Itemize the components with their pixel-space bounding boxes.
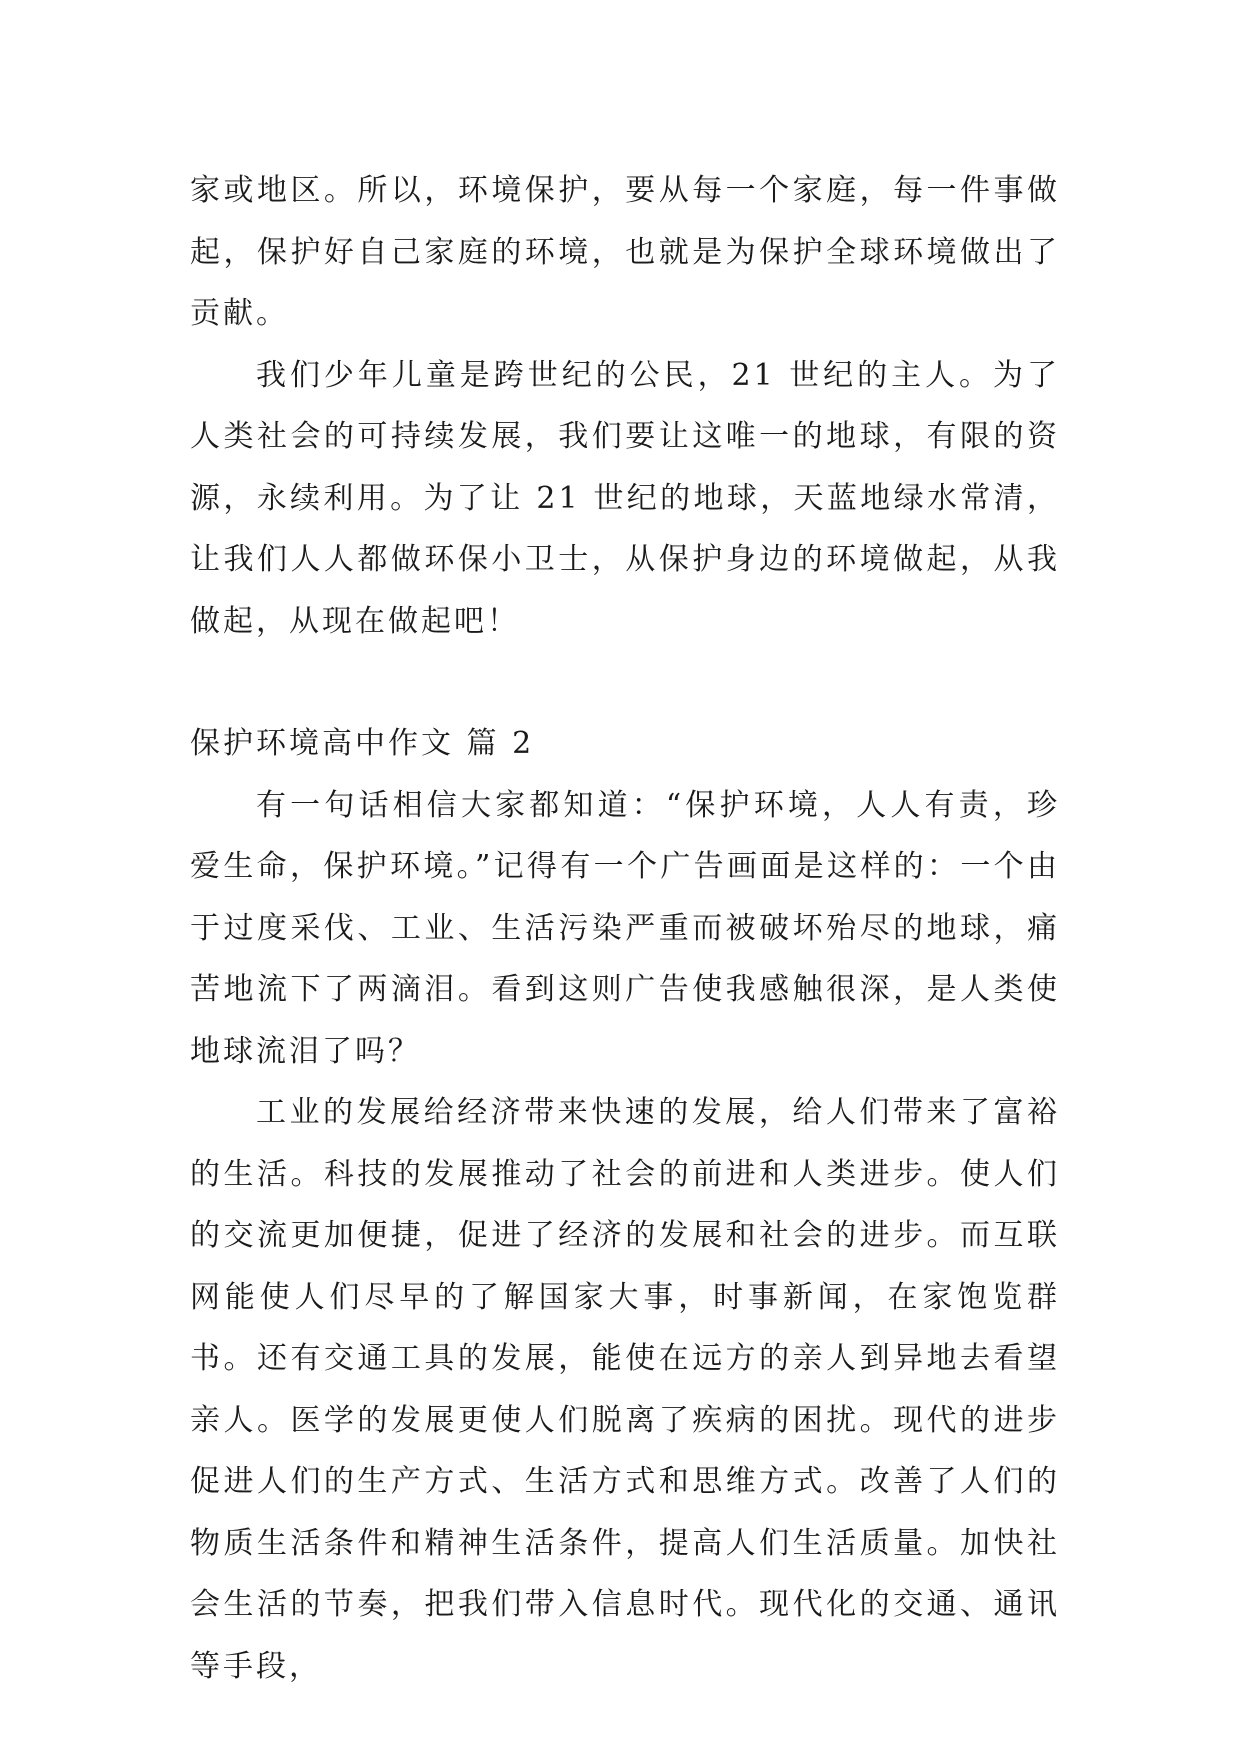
paragraph-continuation: 家或地区。所以，环境保护，要从每一个家庭，每一件事做起，保护好自己家庭的环境，也就是为保护全球环境做出了贡献。 [190, 173, 1060, 331]
paragraph-youth-citizens: 我们少年儿童是跨世纪的公民，21 世纪的主人。为了人类社会的可持续发展，我们要让这唯一的地球，有限的资源，永续利用。为了让 21 世纪的地球，天蓝地绿水常清，让我们人人都做环保小卫士，从保护身边的环境做起，从我做起，从现在做起吧！ [190, 357, 1060, 639]
paragraph-industry-development: 工业的发展给经济带来快速的发展，给人们带来了富裕的生活。科技的发展推动了社会的前进和人类进步。使人们的交流更加便捷，促进了经济的发展和社会的进步。而互联网能使人们尽早的了解国家大事，时事新闻，在家饱览群书。还有交通工具的发展，能使在远方的亲人到异地去看望亲人。医学的发展更使人们脱离了疾病的困扰。现代的进步促进人们的生产方式、生活方式和思维方式。改善了人们的物质生活条件和精神生活条件，提高人们生活质量。加快社会生活的节奏，把我们带入信息时代。现代化的交通、通讯等手段， [190, 1095, 1060, 1684]
document-page [190, 160, 1060, 1697]
section-heading: 保护环境高中作文 篇 2 [190, 726, 535, 761]
paragraph-earth-tears: 有一句话相信大家都知道：“保护环境，人人有责，珍爱生命，保护环境。”记得有一个广告画面是这样的：一个由于过度采伐、工业、生活污染严重而被破坏殆尽的地球，痛苦地流下了两滴泪。看到这则广告使我感触很深，是人类使地球流泪了吗？ [190, 787, 1060, 1069]
